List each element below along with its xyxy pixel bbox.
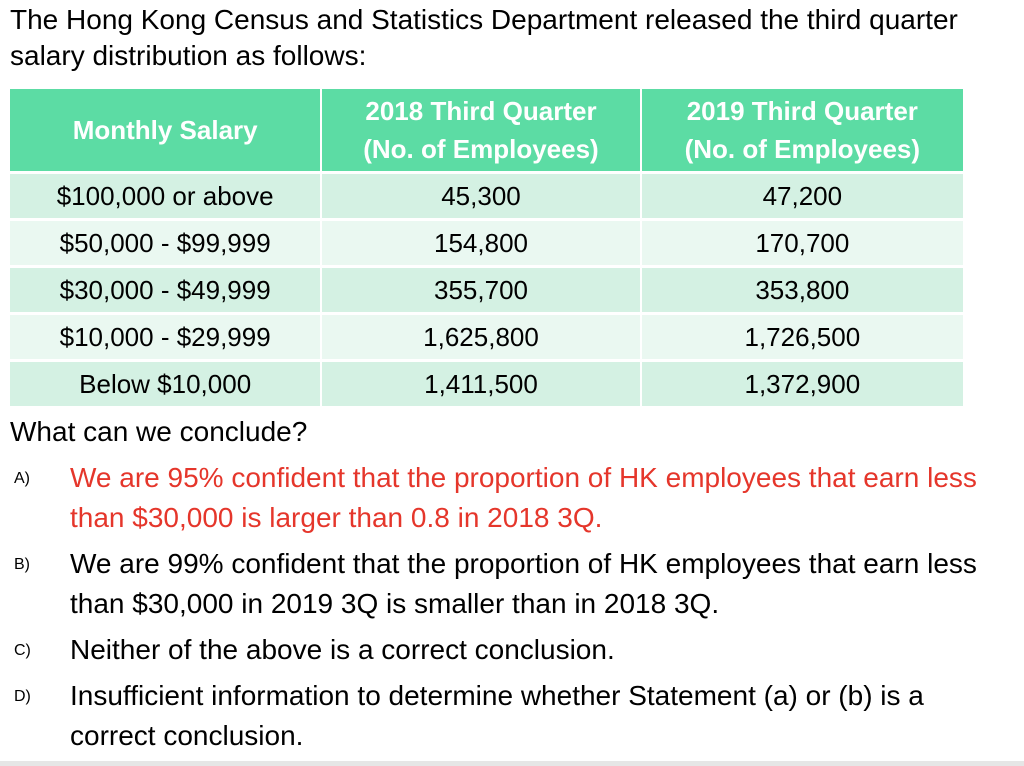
option-b-letter: B) [14, 556, 30, 573]
header-2018-q3 [321, 89, 640, 173]
header-2019-q3 [641, 89, 963, 173]
bottom-divider [0, 761, 1024, 766]
salary-range: $50,000 - $99,999 [10, 220, 321, 267]
option-d-text: Insufficient information to determine whether Statement (a) or (b) is a correct conclusion. [70, 680, 924, 751]
count-2018: 154,800 [321, 220, 640, 267]
header-2019-q3-label: 2019 Third Quarter (No. of Employees) [684, 96, 921, 164]
option-a-letter: A) [14, 470, 30, 487]
option-a-text: We are 95% confident that the proportion of HK employees that earn less than $30,000 is larger than 0.8 in 2018 3Q. [70, 462, 977, 533]
count-2019: 1,372,900 [641, 361, 963, 407]
table-row [10, 267, 963, 314]
intro-text: The Hong Kong Census and Statistics Department released the third quarter salary distribution as follows: [10, 4, 958, 71]
table-header-row [10, 89, 963, 173]
salary-range: $100,000 or above [10, 173, 321, 220]
count-2018: 1,625,800 [321, 314, 640, 361]
count-2019: 353,800 [641, 267, 963, 314]
table-row [10, 314, 963, 361]
header-2018-q3-label: 2018 Third Quarter (No. of Employees) [363, 96, 599, 164]
table-row [10, 173, 963, 220]
count-2018: 45,300 [321, 173, 640, 220]
question-text: What can we conclude? [10, 416, 308, 447]
count-2019: 47,200 [641, 173, 963, 220]
table-row [10, 220, 963, 267]
count-2018: 1,411,500 [321, 361, 640, 407]
table-row [10, 361, 963, 407]
count-2019: 1,726,500 [641, 314, 963, 361]
option-c-letter: C) [14, 642, 31, 659]
option-b-text: We are 99% confident that the proportion of HK employees that earn less than $30,000 in 2019 3Q is smaller than in 2018 3Q. [70, 548, 977, 619]
header-monthly-salary: Monthly Salary [10, 89, 321, 173]
salary-range: $10,000 - $29,999 [10, 314, 321, 361]
option-c-text: Neither of the above is a correct conclusion. [70, 634, 615, 665]
count-2019: 170,700 [641, 220, 963, 267]
salary-range: $30,000 - $49,999 [10, 267, 321, 314]
salary-table [10, 89, 963, 406]
option-d-letter: D) [14, 688, 31, 705]
salary-range: Below $10,000 [10, 361, 321, 407]
count-2018: 355,700 [321, 267, 640, 314]
